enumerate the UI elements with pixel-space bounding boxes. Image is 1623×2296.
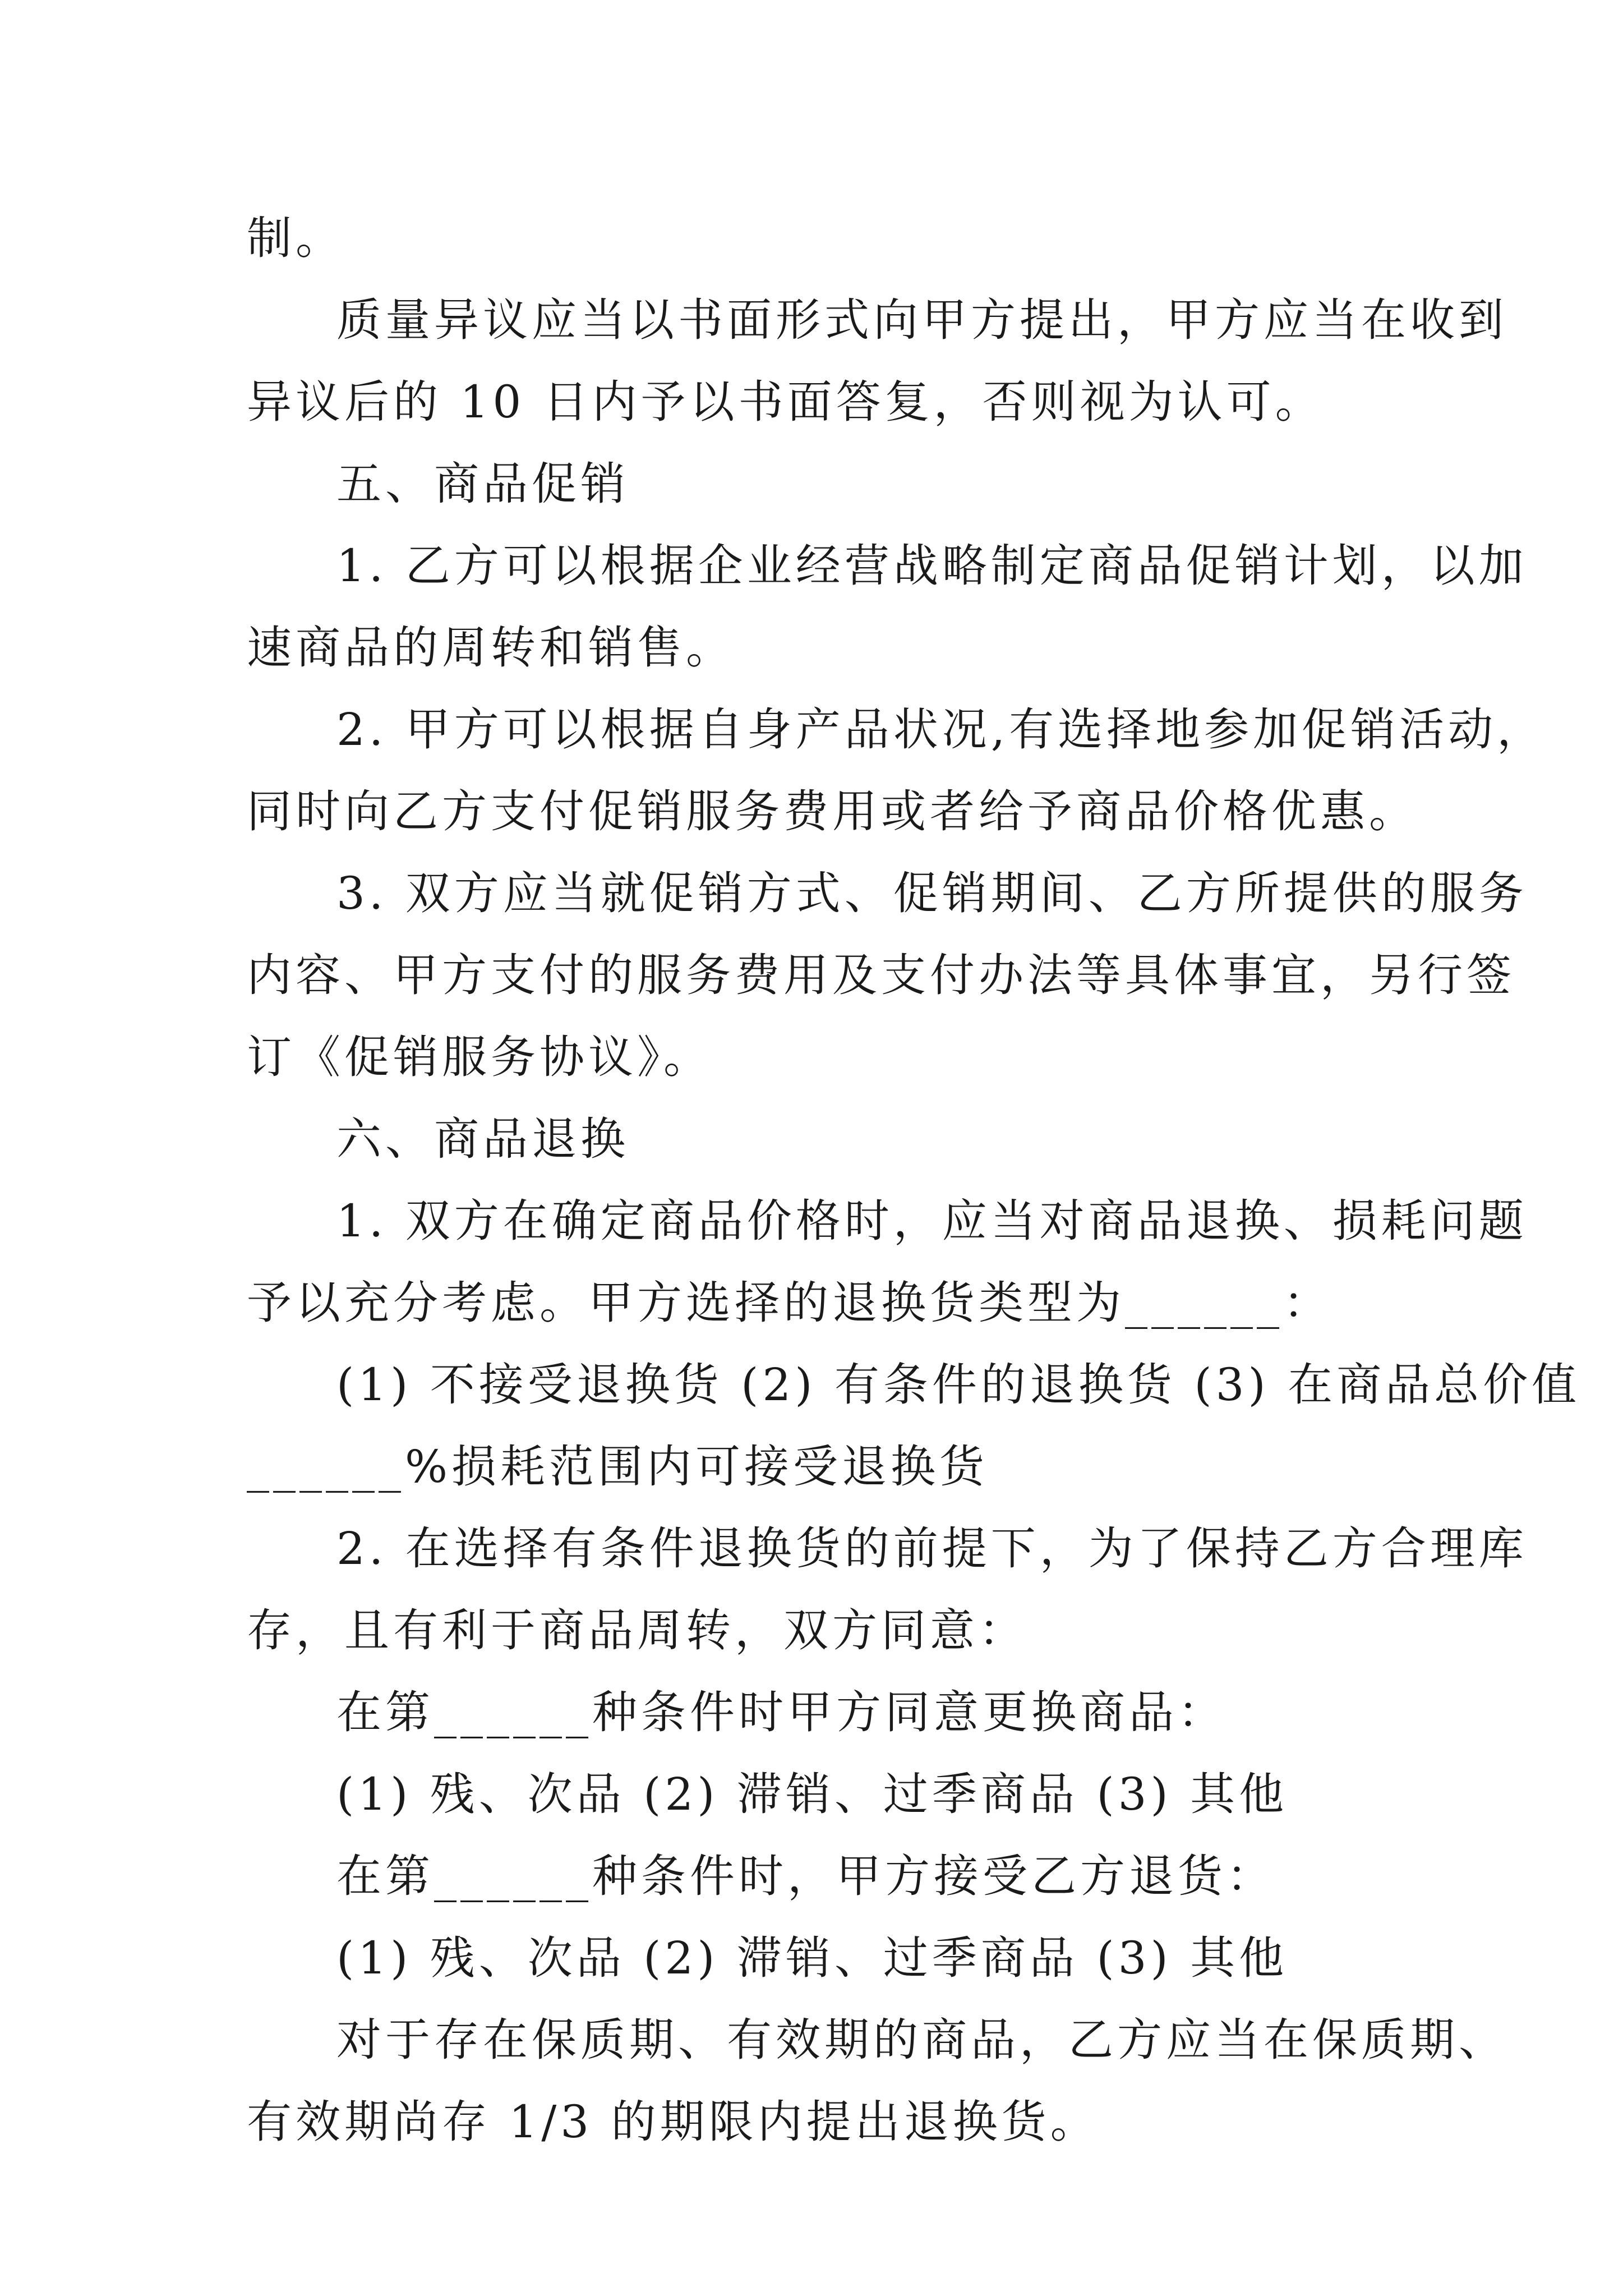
text-line: (1) 残、次品 (2) 滞销、过季商品 (3) 其他: [336, 1768, 1288, 1820]
text-line: 在第______种条件时甲方同意更换商品：: [336, 1686, 1227, 1738]
text-line: 2. 甲方可以根据自身产品状况,有选择地参加促销活动，: [336, 703, 1546, 756]
text-line: 予以充分考虑。甲方选择的退换货类型为______：: [247, 1277, 1332, 1329]
text-line: ______%损耗范围内可接受退换货: [247, 1441, 989, 1493]
text-line: 有效期尚存 1/3 的期限内提出退换货。: [247, 2096, 1099, 2148]
text-line: (1) 残、次品 (2) 滞销、过季商品 (3) 其他: [336, 1932, 1288, 1984]
text-line: 内容、甲方支付的服务费用及支付办法等具体事宜，另行签: [247, 949, 1515, 1001]
document-body: [247, 197, 1581, 2163]
text-line: 质量异议应当以书面形式向甲方提出，甲方应当在收到: [336, 294, 1507, 346]
text-line: 3. 双方应当就促销方式、促销期间、乙方所提供的服务: [336, 867, 1528, 919]
text-line: 异议后的 10 日内予以书面答复，否则视为认可。: [247, 376, 1324, 428]
text-line: 1. 乙方可以根据企业经营战略制定商品促销计划，以加: [336, 540, 1528, 592]
text-line: 2. 在选择有条件退换货的前提下，为了保持乙方合理库: [336, 1522, 1528, 1575]
section-heading: 五、商品促销: [336, 458, 629, 510]
text-line: 订《促销服务协议》。: [247, 1031, 712, 1083]
section-heading: 六、商品退换: [336, 1113, 629, 1165]
text-line: 速商品的周转和销售。: [247, 622, 735, 674]
text-line: 同时向乙方支付促销服务费用或者给予商品价格优惠。: [247, 785, 1418, 838]
text-line: (1) 不接受退换货 (2) 有条件的退换货 (3) 在商品总价值: [336, 1359, 1581, 1411]
text-line: 制。: [247, 212, 344, 264]
text-line: 在第______种条件时，甲方接受乙方退货：: [336, 1850, 1275, 1902]
text-line: 存，且有利于商品周转，双方同意：: [247, 1604, 1027, 1657]
text-line: 1. 双方在确定商品价格时，应当对商品退换、损耗问题: [336, 1195, 1528, 1247]
text-line: 对于存在保质期、有效期的商品，乙方应当在保质期、: [336, 2014, 1507, 2066]
